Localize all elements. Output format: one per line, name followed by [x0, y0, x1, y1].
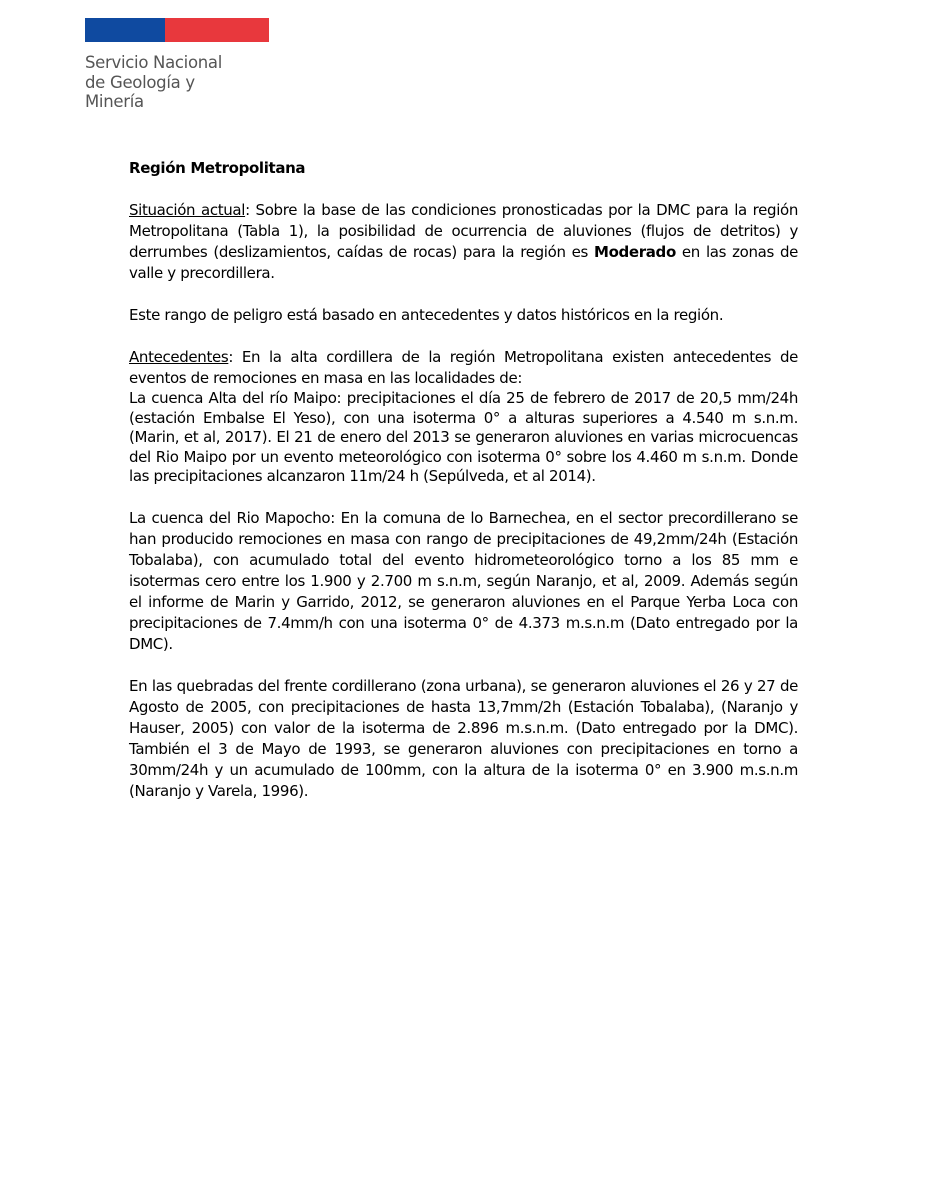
antecedentes-label: Antecedentes: [129, 348, 229, 366]
hazard-level: Moderado: [594, 243, 676, 261]
org-name: [85, 53, 269, 112]
antecedentes-text: : En la alta cordillera de la región Metropolitana existen antecedentes de eventos de remociones en masa en las localidades de:: [129, 348, 798, 387]
org-name-line-1: Servicio Nacional: [85, 53, 223, 72]
antecedentes-paragraph: [129, 347, 798, 389]
org-name-line-3: Minería: [85, 92, 144, 111]
situacion-text-2: en las zonas de valle y precordillera.: [129, 243, 798, 282]
logo-flag-red: [165, 18, 269, 42]
org-name-line-2: de Geología y: [85, 72, 195, 92]
section-title: Región Metropolitana: [129, 159, 306, 177]
sernageomin-logo: [85, 18, 269, 112]
document-body: [129, 158, 798, 802]
logo-flag-bar: [85, 18, 269, 42]
rango-paragraph: Este rango de peligro está basado en antecedentes y datos históricos en la región.: [129, 306, 724, 324]
mapocho-paragraph: La cuenca del Rio Mapocho: En la comuna de lo Barnechea, en el sector precordillerano se han producido remociones en masa con rango de precipitaciones de 49,2mm/24h (Estación Tobalaba), con acumulado total del evento hidrometeorológico torno a los 85 mm e isotermas cero entre los 1.900 y 2.700 m s.n.m, según Naranjo, et al, 2009. Además según el informe de Marin y Garrido, 2012, se generaron aluviones en el Parque Yerba Loca con precipitaciones de 7.4mm/h con una isoterma 0° de 4.373 m.s.n.m (Dato entregado por la DMC).: [129, 508, 798, 653]
maipo-paragraph: La cuenca Alta del río Maipo: precipitaciones el día 25 de febrero de 2017 de 20,5 mm/24h (estación Embalse El Yeso), con una isoterma 0° a alturas superiores a 4.540 m s.n.m. (Marin, et al, 2017). El 21 de enero del 2013 se generaron aluviones en varias microcuencas del Rio Maipo por un evento meteorológico con isoterma 0° sobre los 4.460 m s.n.m. Donde las precipitaciones alcanzaron 11m/24 h (Sepúlveda, et al 2014).: [129, 389, 798, 485]
situacion-text-1: : Sobre la base de las condiciones pronosticadas por la DMC para la región Metropolitana (Tabla 1), la posibilidad de ocurrencia de aluviones (flujos de detritos) y derrumbes (deslizamientos, caídas de rocas) para la región es: [129, 201, 798, 261]
logo-flag-blue: [85, 18, 165, 42]
quebradas-paragraph: En las quebradas del frente cordillerano (zona urbana), se generaron aluviones el 26 y 27 de Agosto de 2005, con precipitaciones de hasta 13,7mm/2h (Estación Tobalaba), (Naranjo y Hauser, 2005) con valor de la isoterma de 2.896 m.s.n.m. (Dato entregado por la DMC). También el 3 de Mayo de 1993, se generaron aluviones con precipitaciones en torno a 30mm/24h y un acumulado de 100mm, con la altura de la isoterma 0° en 3.900 m.s.n.m (Naranjo y Varela, 1996).: [129, 676, 798, 800]
situacion-label: Situación actual: [129, 201, 246, 219]
situacion-paragraph: [129, 200, 798, 284]
